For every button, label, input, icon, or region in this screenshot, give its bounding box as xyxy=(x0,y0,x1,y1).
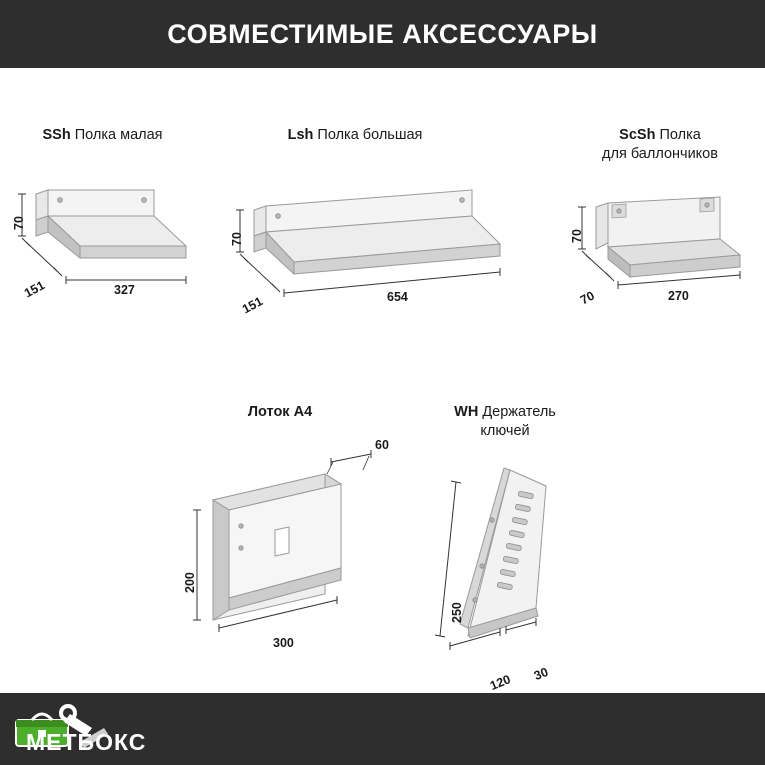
dim-lsh-depth: 151 xyxy=(240,294,265,317)
accessory-caption-tray xyxy=(190,403,370,422)
dim-scsh-depth: 70 xyxy=(578,288,597,308)
accessory-code-wh: WH xyxy=(454,404,479,420)
accessory-caption-scsh xyxy=(570,126,750,164)
page-footer xyxy=(0,693,765,765)
dim-tray-height: 200 xyxy=(183,572,197,593)
accessory-code-lsh: Lsh xyxy=(287,127,314,143)
dim-wh-width: 120 xyxy=(488,672,513,693)
dim-ssh-height: 70 xyxy=(12,216,26,230)
accessory-drawing-lsh xyxy=(230,188,522,317)
dim-scsh-width: 270 xyxy=(668,289,689,303)
page-header xyxy=(0,0,765,68)
accessory-name-lsh: Полка большая xyxy=(317,127,423,143)
page-title: СОВМЕСТИМЫЕ АКСЕССУАРЫ xyxy=(167,18,598,49)
accessory-item-ssh xyxy=(10,126,195,145)
accessory-name-scsh: Полка xyxy=(659,127,701,143)
accessory-caption-ssh xyxy=(10,126,195,145)
accessory-drawing-wh xyxy=(420,458,600,693)
dim-wh-height: 250 xyxy=(450,602,464,623)
accessory-name2-wh: ключей xyxy=(480,423,530,439)
accessory-drawing-scsh xyxy=(570,193,760,318)
tray-a4-svg xyxy=(175,448,405,628)
accessory-name2-scsh: для баллончиков xyxy=(602,146,718,162)
accessories-diagram xyxy=(0,68,765,693)
shelf-spray-svg xyxy=(570,193,760,318)
accessory-name-ssh: Полка малая xyxy=(74,127,163,143)
shelf-large-svg xyxy=(232,188,522,313)
accessory-name-tray: A4 xyxy=(293,404,313,420)
accessory-item-scsh xyxy=(570,126,750,164)
dim-tray-width: 300 xyxy=(273,636,294,650)
accessory-drawing-ssh xyxy=(14,188,214,308)
dim-ssh-depth: 151 xyxy=(22,278,47,301)
accessory-item-wh xyxy=(415,403,595,441)
dim-lsh-height: 70 xyxy=(230,232,244,246)
dim-ssh-width: 327 xyxy=(114,283,135,297)
brand-logo[interactable] xyxy=(8,697,198,761)
accessory-code-tray: Лоток xyxy=(247,404,290,420)
dim-wh-depth: 30 xyxy=(532,664,551,683)
accessory-caption-lsh xyxy=(240,126,470,145)
accessory-name-wh: Держатель xyxy=(482,404,556,420)
accessory-item-tray xyxy=(190,403,370,422)
wrench-holder-svg xyxy=(420,458,600,648)
dim-lsh-width: 654 xyxy=(387,290,408,304)
accessory-item-lsh xyxy=(240,126,470,145)
dim-scsh-height: 70 xyxy=(570,229,584,243)
accessory-caption-wh xyxy=(415,403,595,441)
accessory-code-scsh: ScSh xyxy=(619,127,656,143)
dim-tray-depth: 60 xyxy=(375,438,389,452)
brand-name: МЕТБОКС xyxy=(26,729,147,755)
accessory-drawing-tray xyxy=(175,438,405,650)
accessory-code-ssh: SSh xyxy=(42,127,71,143)
